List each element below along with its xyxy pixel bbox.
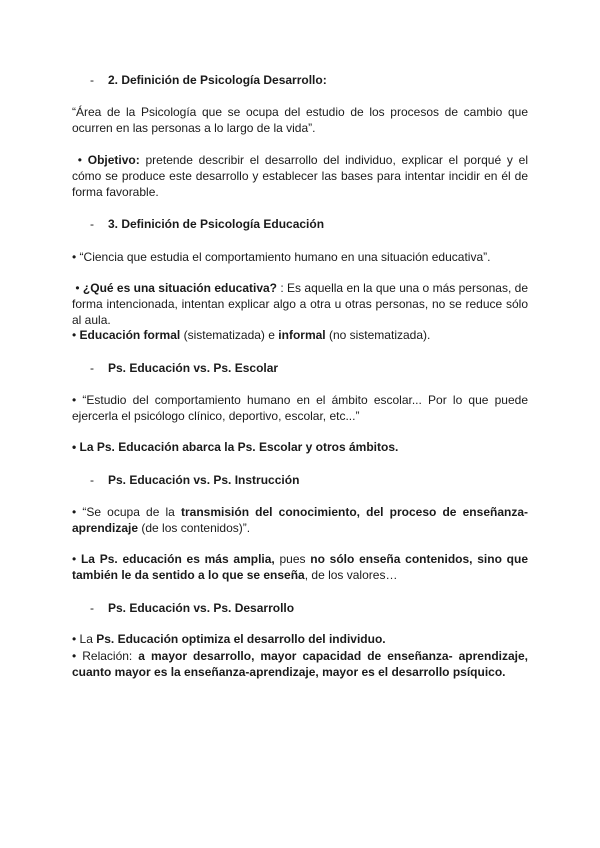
quote-end: (de los contenidos)”. <box>138 521 251 535</box>
section-heading-instruccion <box>90 472 530 488</box>
list-dash: - <box>90 217 94 231</box>
objective-text: pretende describir el desarrollo del individuo, explicar el porqué y el cómo se produce este desarrollo y establecer las bases para intentar incidir en él de forma favorable. <box>72 153 528 199</box>
escolar-conclusion <box>72 439 528 455</box>
instruccion-quote <box>72 504 528 536</box>
quote-bold: transmisión del conocimiento, del proceso de enseñanza-aprendizaje <box>72 505 528 535</box>
situation-paragraph: • ¿Qué es una situación educativa? : Es aquella en la que una o más personas, de forma intencionada, intentan explicar algo a otra u otras personas, no se reduce sólo al aula. <box>72 281 528 327</box>
p2-bold: a mayor desarrollo, mayor capacidad de enseñanza- aprendizaje, cuanto mayor es la enseñanza-aprendizaje, mayor es el desarrollo psíquico. <box>72 649 528 679</box>
definition-quote <box>72 104 528 136</box>
list-dash: - <box>90 361 94 375</box>
instruccion-paragraph: • La Ps. educación es más amplia, pues no sólo enseña contenidos, sino que también le da sentido a lo que se enseña, de los valores… <box>72 552 528 582</box>
education-types-paragraph: • Educación formal (sistematizada) e informal (no sistematizada). <box>72 328 431 342</box>
escolar-quote <box>72 392 528 424</box>
objective-label: Objetivo: <box>87 153 140 167</box>
heading-text: Ps. Educación vs. Ps. Instrucción <box>108 473 300 487</box>
definition-quote <box>72 249 528 265</box>
p2-start: • Relación: <box>72 649 139 663</box>
objective-paragraph: • Objetivo: pretende describir el desarrollo del individuo, explicar el porqué y el cómo se produce este desarrollo y establecer las bases para intentar incidir en él de forma favorable. <box>72 153 528 199</box>
bold-phrase-1: La Ps. educación es más amplia, <box>80 552 275 566</box>
section-heading-desarrollo <box>90 600 530 616</box>
quote-text: • “Ciencia que estudia el comportamiento humano en una situación educativa”. <box>72 250 491 264</box>
list-dash: - <box>90 601 94 615</box>
heading-text: Ps. Educación vs. Ps. Escolar <box>108 361 279 375</box>
p1-bold: Ps. Educación optimiza el desarrollo del individuo. <box>96 632 386 646</box>
desarrollo-paragraph-2 <box>72 648 528 680</box>
informal-label: informal <box>278 328 326 342</box>
heading-text: 2. Definición de Psicología Desarrollo: <box>108 73 327 87</box>
list-dash: - <box>90 73 94 87</box>
question-text: : Es aquella en la que una o más personas, de forma intencionada, intentan explicar algo a otra u otras personas, no se reduce sólo al aula. <box>72 281 528 327</box>
text-phrase-2: , de los valores… <box>304 568 398 582</box>
quote-text: • “Estudio del comportamiento humano en el ámbito escolar... Por lo que puede ejercerla el psicólogo clínico, deportivo, escolar, etc...” <box>72 393 528 423</box>
question-label: ¿Qué es una situación educativa? <box>82 281 278 295</box>
text-phrase-1: pues <box>274 552 311 566</box>
heading-text: Ps. Educación vs. Ps. Desarrollo <box>108 601 295 615</box>
formal-label: Educación formal <box>79 328 181 342</box>
section-heading-escolar <box>90 360 530 376</box>
desarrollo-paragraph-1 <box>72 631 528 647</box>
heading-text: 3. Definición de Psicología Educación <box>108 217 325 231</box>
section-heading-2 <box>90 72 530 88</box>
p1-start: • La <box>72 632 97 646</box>
quote-start: • “Se ocupa de la <box>72 505 182 519</box>
section-heading-3 <box>90 216 530 232</box>
quote-text: “Área de la Psicología que se ocupa del estudio de los procesos de cambio que ocurren en las personas a lo largo de la vida”. <box>72 105 528 135</box>
bold-phrase-2: no sólo enseña contenidos, sino que también le da sentido a lo que se enseña <box>72 552 528 582</box>
list-dash: - <box>90 473 94 487</box>
formal-paren: (sistematizada) e <box>180 328 279 342</box>
conclusion-text: • La Ps. Educación abarca la Ps. Escolar y otros ámbitos. <box>72 440 399 454</box>
informal-paren: (no sistematizada). <box>325 328 431 342</box>
